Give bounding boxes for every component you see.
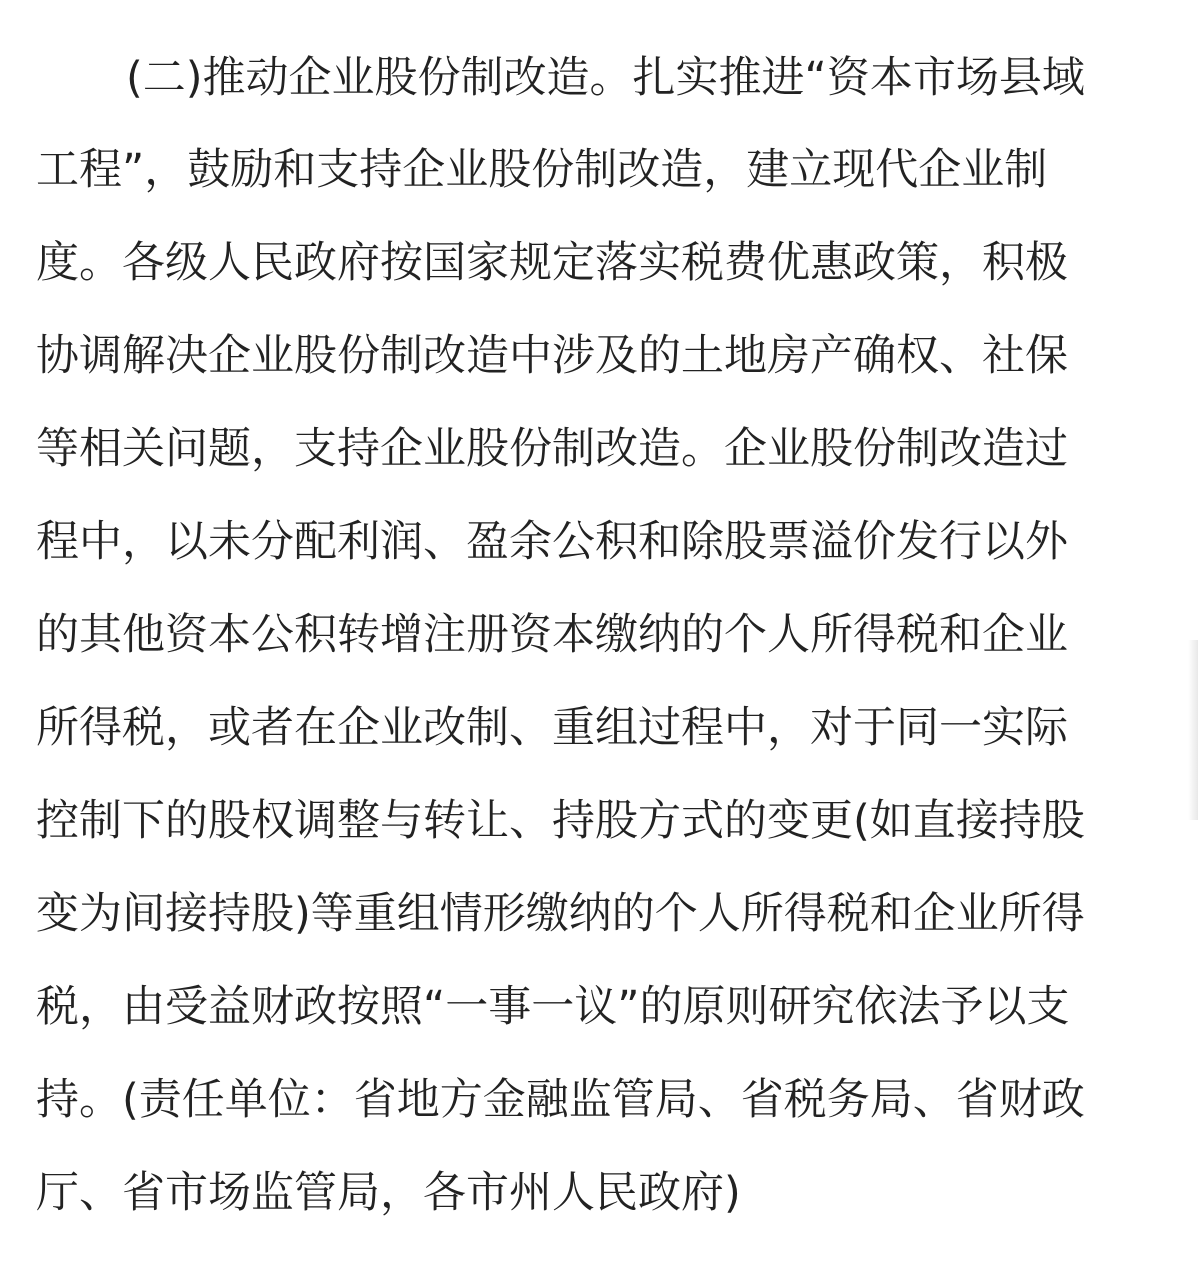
text-line-6: 程中，以未分配利润、盈余公积和除股票溢价发行以外 <box>36 517 1068 567</box>
text-line-10: 变为间接持股)等重组情形缴纳的个人所得税和企业所得 <box>36 889 1085 939</box>
text-line-2: 工程”，鼓励和支持企业股份制改造，建立现代企业制 <box>36 145 1048 195</box>
text-line-1: (二)推动企业股份制改造。扎实推进“资本市场县域 <box>126 53 1085 103</box>
text-line-7: 的其他资本公积转增注册资本缴纳的个人所得税和企业 <box>36 610 1068 660</box>
text-line-11: 税，由受益财政按照“一事一议”的原则研究依法予以支 <box>36 982 1070 1032</box>
text-line-9: 控制下的股权调整与转让、持股方式的变更(如直接持股 <box>36 796 1085 846</box>
text-line-8: 所得税，或者在企业改制、重组过程中，对于同一实际 <box>36 703 1068 753</box>
text-line-13: 厅、省市场监管局，各市州人民政府) <box>36 1168 741 1218</box>
text-line-12: 持。(责任单位：省地方金融监管局、省税务局、省财政 <box>36 1075 1085 1125</box>
text-line-5: 等相关问题，支持企业股份制改造。企业股份制改造过 <box>36 424 1068 474</box>
text-line-4: 协调解决企业股份制改造中涉及的土地房产确权、社保 <box>36 331 1068 381</box>
scroll-edge-shadow <box>1188 640 1198 820</box>
text-line-3: 度。各级人民政府按国家规定落实税费优惠政策，积极 <box>36 238 1068 288</box>
